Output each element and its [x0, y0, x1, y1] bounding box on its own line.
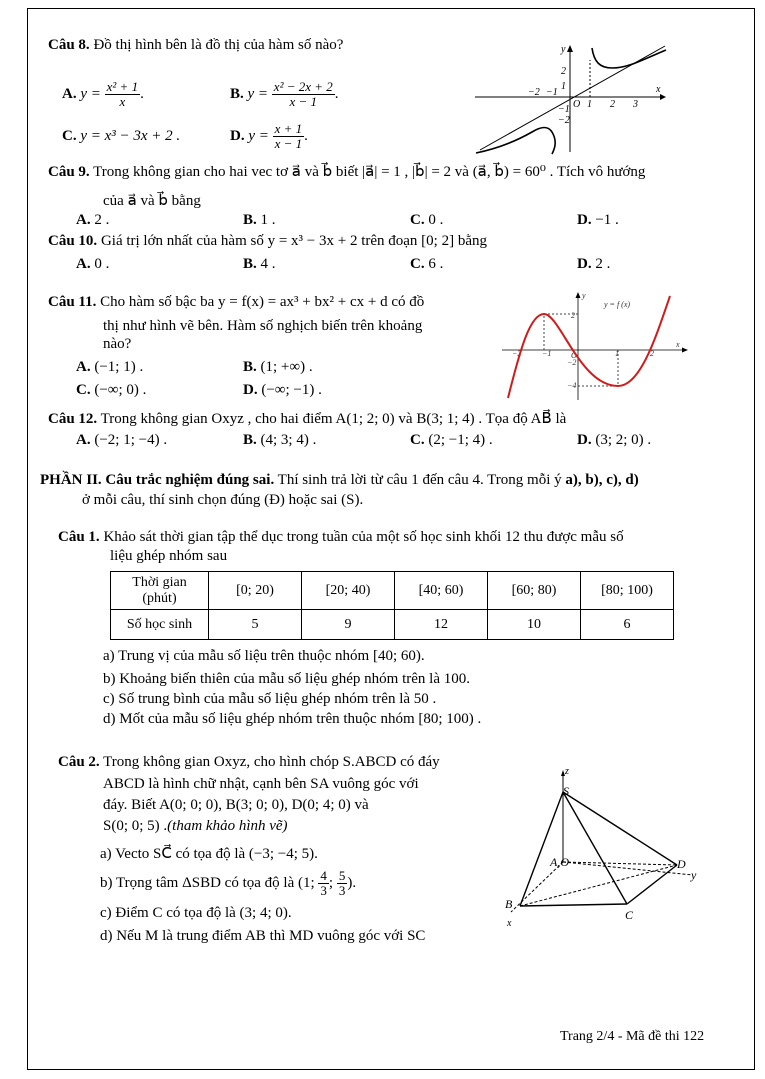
vertex-A-label: A,O: [550, 855, 569, 869]
q11-option-c: C. (−∞; 0) .: [76, 382, 147, 398]
part2-heading: PHẦN II. Câu trắc nghiệm đúng sai. Thí sinh trả lời từ câu 1 đến câu 4. Trong mỗi ý a), b), c), d): [40, 472, 639, 488]
q10-option-c: C. 6 .: [410, 256, 444, 272]
q12-stem: Câu 12. Trong không gian Oxyz , cho hai điểm A(1; 2; 0) và B(3; 1; 4) . Tọa độ AB⃗ là: [48, 411, 567, 427]
q11-option-b: B. (1; +∞) .: [243, 359, 313, 375]
p2-stem: Câu 2. Trong không gian Oxyz, cho hình chóp S.ABCD có đáy: [58, 754, 440, 770]
q11-stem-line2: thị như hình vẽ bên. Hàm số nghịch biến trên khoảng: [103, 318, 423, 334]
tick-label: 1: [561, 81, 566, 92]
edge-BC: [520, 904, 627, 906]
q10-option-b: B. 4 .: [243, 256, 276, 272]
q10-stem: Câu 10. Giá trị lớn nhất của hàm số y = x³ − 3x + 2 trên đoạn [0; 2] bằng: [48, 233, 487, 249]
table-cell: [40; 60): [395, 572, 488, 610]
curve-left-branch: [476, 128, 555, 155]
q8-label: Câu 8.: [48, 37, 90, 53]
table-cell: 12: [395, 610, 488, 640]
tick-label: 2: [610, 99, 615, 110]
q10-option-d: D. 2 .: [577, 256, 611, 272]
q11-graph: [500, 290, 695, 402]
edge-SB: [520, 792, 563, 906]
table-cell: [80; 100): [581, 572, 674, 610]
origin-label: O: [571, 351, 577, 360]
q9-option-c: C. 0 .: [410, 212, 444, 228]
q8-b-fraction: $\frac{\text{x² − 2x + 2}}{x - 1}$: [273, 79, 333, 109]
tick-label: 3: [633, 99, 638, 110]
y-axis-arrow-icon: [576, 292, 581, 298]
q9-option-d: D. −1 .: [577, 212, 619, 228]
fraction-4-3: $\frac{4}{3}$: [320, 868, 327, 898]
vertex-B-label: B: [505, 897, 513, 911]
q8-a-fraction: $\frac{\text{x² + 1}}{x}$: [106, 79, 139, 109]
q9-stem: Câu 9. Trong không gian cho hai vec tơ a⃗ và b⃗ biết |a⃗| = 1 , |b⃗| = 2 và (a⃗, b⃗) = 60⁰ . Tích vô hướng: [48, 164, 646, 180]
pyramid-figure: [495, 762, 715, 932]
tick-label: −2: [512, 349, 522, 358]
q11-stem-line3: nào?: [103, 336, 132, 352]
y-label: y: [691, 868, 697, 882]
edge-SD: [563, 792, 677, 865]
q8-graph: [470, 40, 670, 155]
edge-SC: [563, 792, 627, 904]
tick-label: 1: [587, 99, 592, 110]
origin-label: O: [573, 99, 581, 110]
vertex-C-label: C: [625, 908, 634, 922]
q8-stem: [48, 37, 343, 54]
p2-stem-line2: ABCD là hình chữ nhật, cạnh bên SA vuông góc với: [103, 776, 419, 792]
table-cell: 5: [209, 610, 302, 640]
q12-option-d: D. (3; 2; 0) .: [577, 432, 652, 448]
x-axis-arrow-icon: [660, 94, 666, 100]
q8-d-fraction: $\frac{x + 1}{x - 1}$: [274, 121, 303, 151]
p1-statement-c: c) Số trung bình của mẫu số liệu ghép nhóm trên là 50 .: [103, 691, 437, 707]
q9-option-a: A. 2 .: [76, 212, 110, 228]
p1-statement-b: b) Khoảng biến thiên của mẫu số liệu ghép nhóm trên là 100.: [103, 671, 470, 687]
p2-statement-c: c) Điểm C có tọa độ là (3; 4; 0).: [100, 905, 292, 921]
p1-statement-a: a) Trung vị của mẫu số liệu trên thuộc nhóm [40; 60).: [103, 648, 425, 664]
q11-option-a: A. (−1; 1) .: [76, 359, 144, 375]
table-header-cell: Số học sinh: [111, 610, 209, 640]
q8-option-c: C. y = x³ − 3x + 2 .: [62, 128, 181, 144]
tick-label: 2: [571, 311, 575, 320]
tick-label: −1: [542, 349, 552, 358]
p2-statement-d: d) Nếu M là trung điểm AB thì MD vuông góc với SC: [100, 928, 426, 944]
table-row: [111, 572, 674, 610]
y-axis-label: y: [582, 291, 586, 300]
x-axis: [511, 862, 563, 912]
x-label: x: [507, 918, 512, 929]
tick-label: −4: [567, 381, 577, 390]
tick-label: 1: [615, 349, 619, 358]
tick-label: −1: [546, 87, 558, 98]
x-axis-label: x: [656, 84, 661, 95]
table-cell: 6: [581, 610, 674, 640]
tick-label: 2: [650, 349, 654, 358]
q12-option-b: B. (4; 3; 4) .: [243, 432, 317, 448]
cubic-curve: [508, 296, 670, 398]
vertex-D-label: D: [677, 857, 686, 871]
q8-option-b: B. y = $\frac{\text{x² − 2x + 2}}{x - 1}$ .: [230, 79, 339, 109]
edge-CD: [627, 865, 677, 904]
page-footer: Trang 2/4 - Mã đề thi 122: [560, 1029, 705, 1044]
x-axis-arrow-icon: [682, 348, 688, 353]
table-cell: 10: [488, 610, 581, 640]
tick-label: −2: [567, 358, 577, 367]
q10-option-a: A. 0 .: [76, 256, 110, 272]
vertex-S-label: S: [563, 784, 569, 798]
q11-stem: Câu 11. Cho hàm số bậc ba y = f(x) = ax³ + bx² + cx + d có đồ: [48, 294, 425, 310]
x-axis-label: x: [676, 340, 680, 349]
p2-stem-line3: đáy. Biết A(0; 0; 0), B(3; 0; 0), D(0; 4; 0) và: [103, 797, 369, 813]
part2-heading-line2: ở mỗi câu, thí sinh chọn đúng (Đ) hoặc sai (S).: [82, 492, 364, 508]
p1-stem: Câu 1. Khảo sát thời gian tập thể dục trong tuần của một số học sinh khối 12 thu được mẫu số: [58, 529, 624, 545]
p2-statement-b: b) Trọng tâm ΔSBD có tọa độ là (1; $\frac{4}{3}$ ; $\frac{5}{3}$ ).: [100, 868, 357, 898]
table-header-cell: Thời gian (phút): [111, 572, 209, 610]
q9-stem-line2: của a⃗ và b⃗ bằng: [103, 193, 201, 209]
z-label: z: [565, 766, 569, 777]
table-cell: [60; 80): [488, 572, 581, 610]
tick-label: −2: [558, 115, 570, 126]
tick-label: −1: [558, 104, 570, 115]
y-axis-arrow-icon: [567, 45, 573, 52]
tick-label: −2: [528, 87, 540, 98]
tick-label: 2: [561, 66, 566, 77]
p1-statement-d: d) Mốt của mẫu số liệu ghép nhóm trên thuộc nhóm [80; 100) .: [103, 711, 482, 727]
p2-statement-a: a) Vecto SC⃗ có tọa độ là (−3; −4; 5).: [100, 846, 318, 862]
p2-stem-line4: S(0; 0; 5) .(tham khảo hình vẽ): [103, 818, 288, 834]
table-cell: [20; 40): [302, 572, 395, 610]
function-label: y = f (x): [604, 300, 631, 309]
q12-option-c: C. (2; −1; 4) .: [410, 432, 493, 448]
y-axis-label: y: [561, 44, 566, 55]
grouped-data-table: [110, 571, 674, 640]
q12-option-a: A. (−2; 1; −4) .: [76, 432, 168, 448]
q8-option-d: D. y = $\frac{x + 1}{x - 1}$ .: [230, 121, 308, 151]
p1-stem-line2: liệu ghép nhóm sau: [110, 548, 228, 564]
q11-option-d: D. (−∞; −1) .: [243, 382, 322, 398]
q8-text: Đồ thị hình bên là đồ thị của hàm số nào?: [93, 37, 344, 53]
diagonal-BD: [520, 865, 677, 906]
q8-option-a: A. y = $\frac{\text{x² + 1}}{x}$ .: [62, 79, 144, 109]
fraction-5-3: $\frac{5}{3}$: [338, 868, 346, 898]
q9-option-b: B. 1 .: [243, 212, 276, 228]
table-cell: [0; 20): [209, 572, 302, 610]
curve-right-branch: [592, 48, 666, 68]
table-cell: 9: [302, 610, 395, 640]
table-row: [111, 610, 674, 640]
